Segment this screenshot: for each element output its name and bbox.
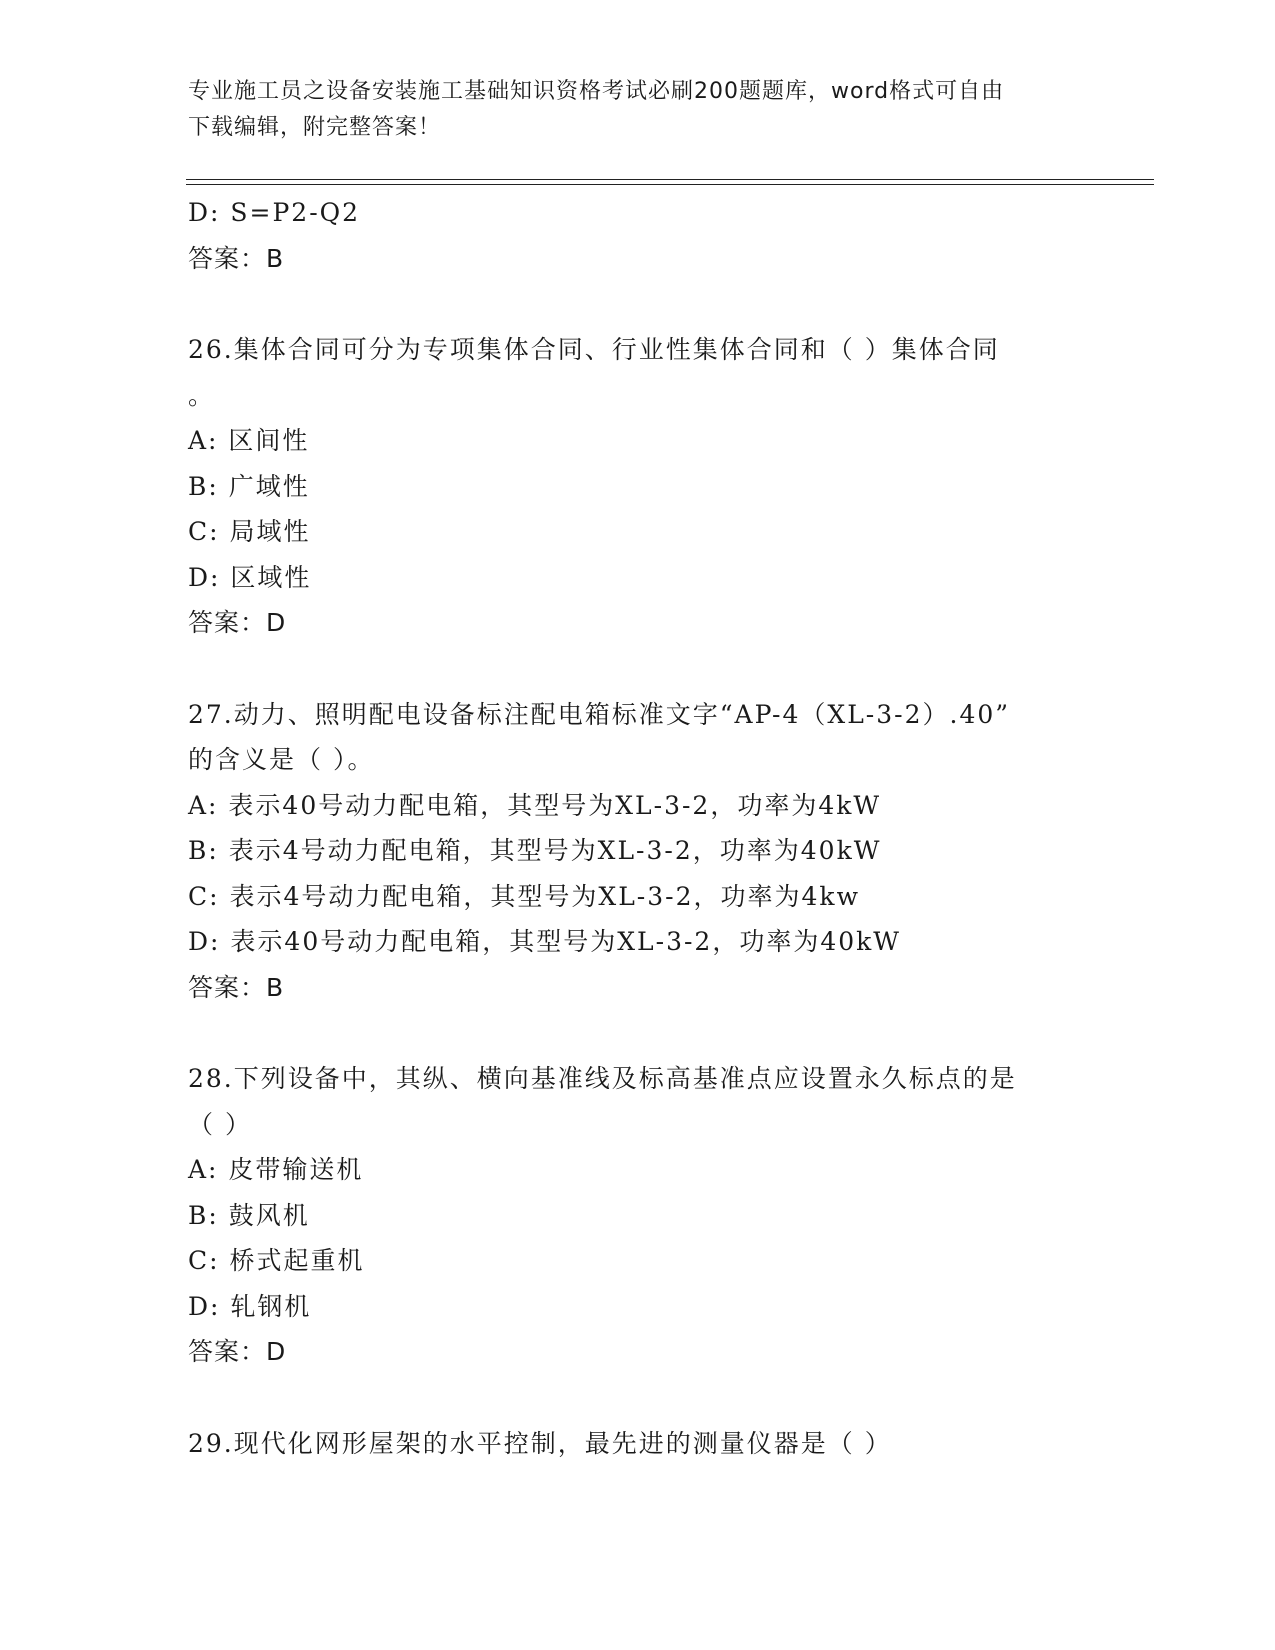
spacer [188, 281, 1088, 327]
option-b: B: 广域性 [188, 471, 310, 501]
option-d: D: 轧钢机 [188, 1291, 312, 1321]
question-stem: 29.现代化网形屋架的水平控制，最先进的测量仪器是（ ） [188, 1428, 892, 1458]
answer-line: 答案：B [188, 972, 285, 1002]
question-stem: 28.下列设备中，其纵、横向基准线及标高基准点应设置永久标点的是 [188, 1064, 1017, 1093]
question-27 [188, 692, 1088, 1011]
spacer [188, 646, 1088, 692]
question-26 [188, 327, 1088, 646]
answer-line: 答案：D [188, 1337, 287, 1366]
question-stem: 26.集体合同可分为专项集体合同、行业性集体合同和（ ）集体合同 [188, 335, 1000, 364]
option-b: B: 表示4号动力配电箱，其型号为XL-3-2，功率为40kW [188, 836, 882, 865]
header-divider-bottom [186, 184, 1154, 185]
answer-line: 答案：B [188, 243, 285, 273]
option-b: B: 鼓风机 [188, 1200, 310, 1230]
question-stem-continued: （ ） [188, 1109, 252, 1139]
question-stem-continued: 。 [188, 380, 216, 410]
spacer [188, 1010, 1088, 1056]
option-a: A: 表示40号动力配电箱，其型号为XL-3-2，功率为4kW [188, 790, 882, 820]
header-line-1: 专业施工员之设备安装施工基础知识资格考试必刷200题题库，word格式可自由 [188, 79, 1005, 104]
question-29 [188, 1421, 1088, 1467]
page-header [188, 74, 1068, 146]
option-c: C: 桥式起重机 [188, 1246, 365, 1275]
question-28 [188, 1056, 1088, 1375]
option-c: C: 表示4号动力配电箱，其型号为XL-3-2，功率为4kw [188, 881, 860, 911]
option-a: A: 区间性 [188, 426, 310, 455]
spacer [188, 1375, 1088, 1421]
option-a: A: 皮带输送机 [188, 1155, 364, 1184]
option-d: D: 表示40号动力配电箱，其型号为XL-3-2，功率为40kW [188, 927, 901, 956]
header-line-2: 下载编辑，附完整答案！ [188, 115, 442, 140]
option-d: D: S=P2-Q2 [188, 198, 361, 227]
option-d: D: 区域性 [188, 562, 312, 592]
header-divider-top [186, 179, 1154, 180]
previous-question-tail [188, 190, 1088, 281]
option-c: C: 局域性 [188, 517, 311, 546]
answer-line: 答案：D [188, 608, 287, 637]
question-stem: 27.动力、照明配电设备标注配电箱标准文字“AP-4（XL-3-2）.40” [188, 699, 1011, 729]
question-stem-continued: 的含义是（ ）。 [188, 745, 375, 774]
document-body [188, 190, 1088, 1466]
